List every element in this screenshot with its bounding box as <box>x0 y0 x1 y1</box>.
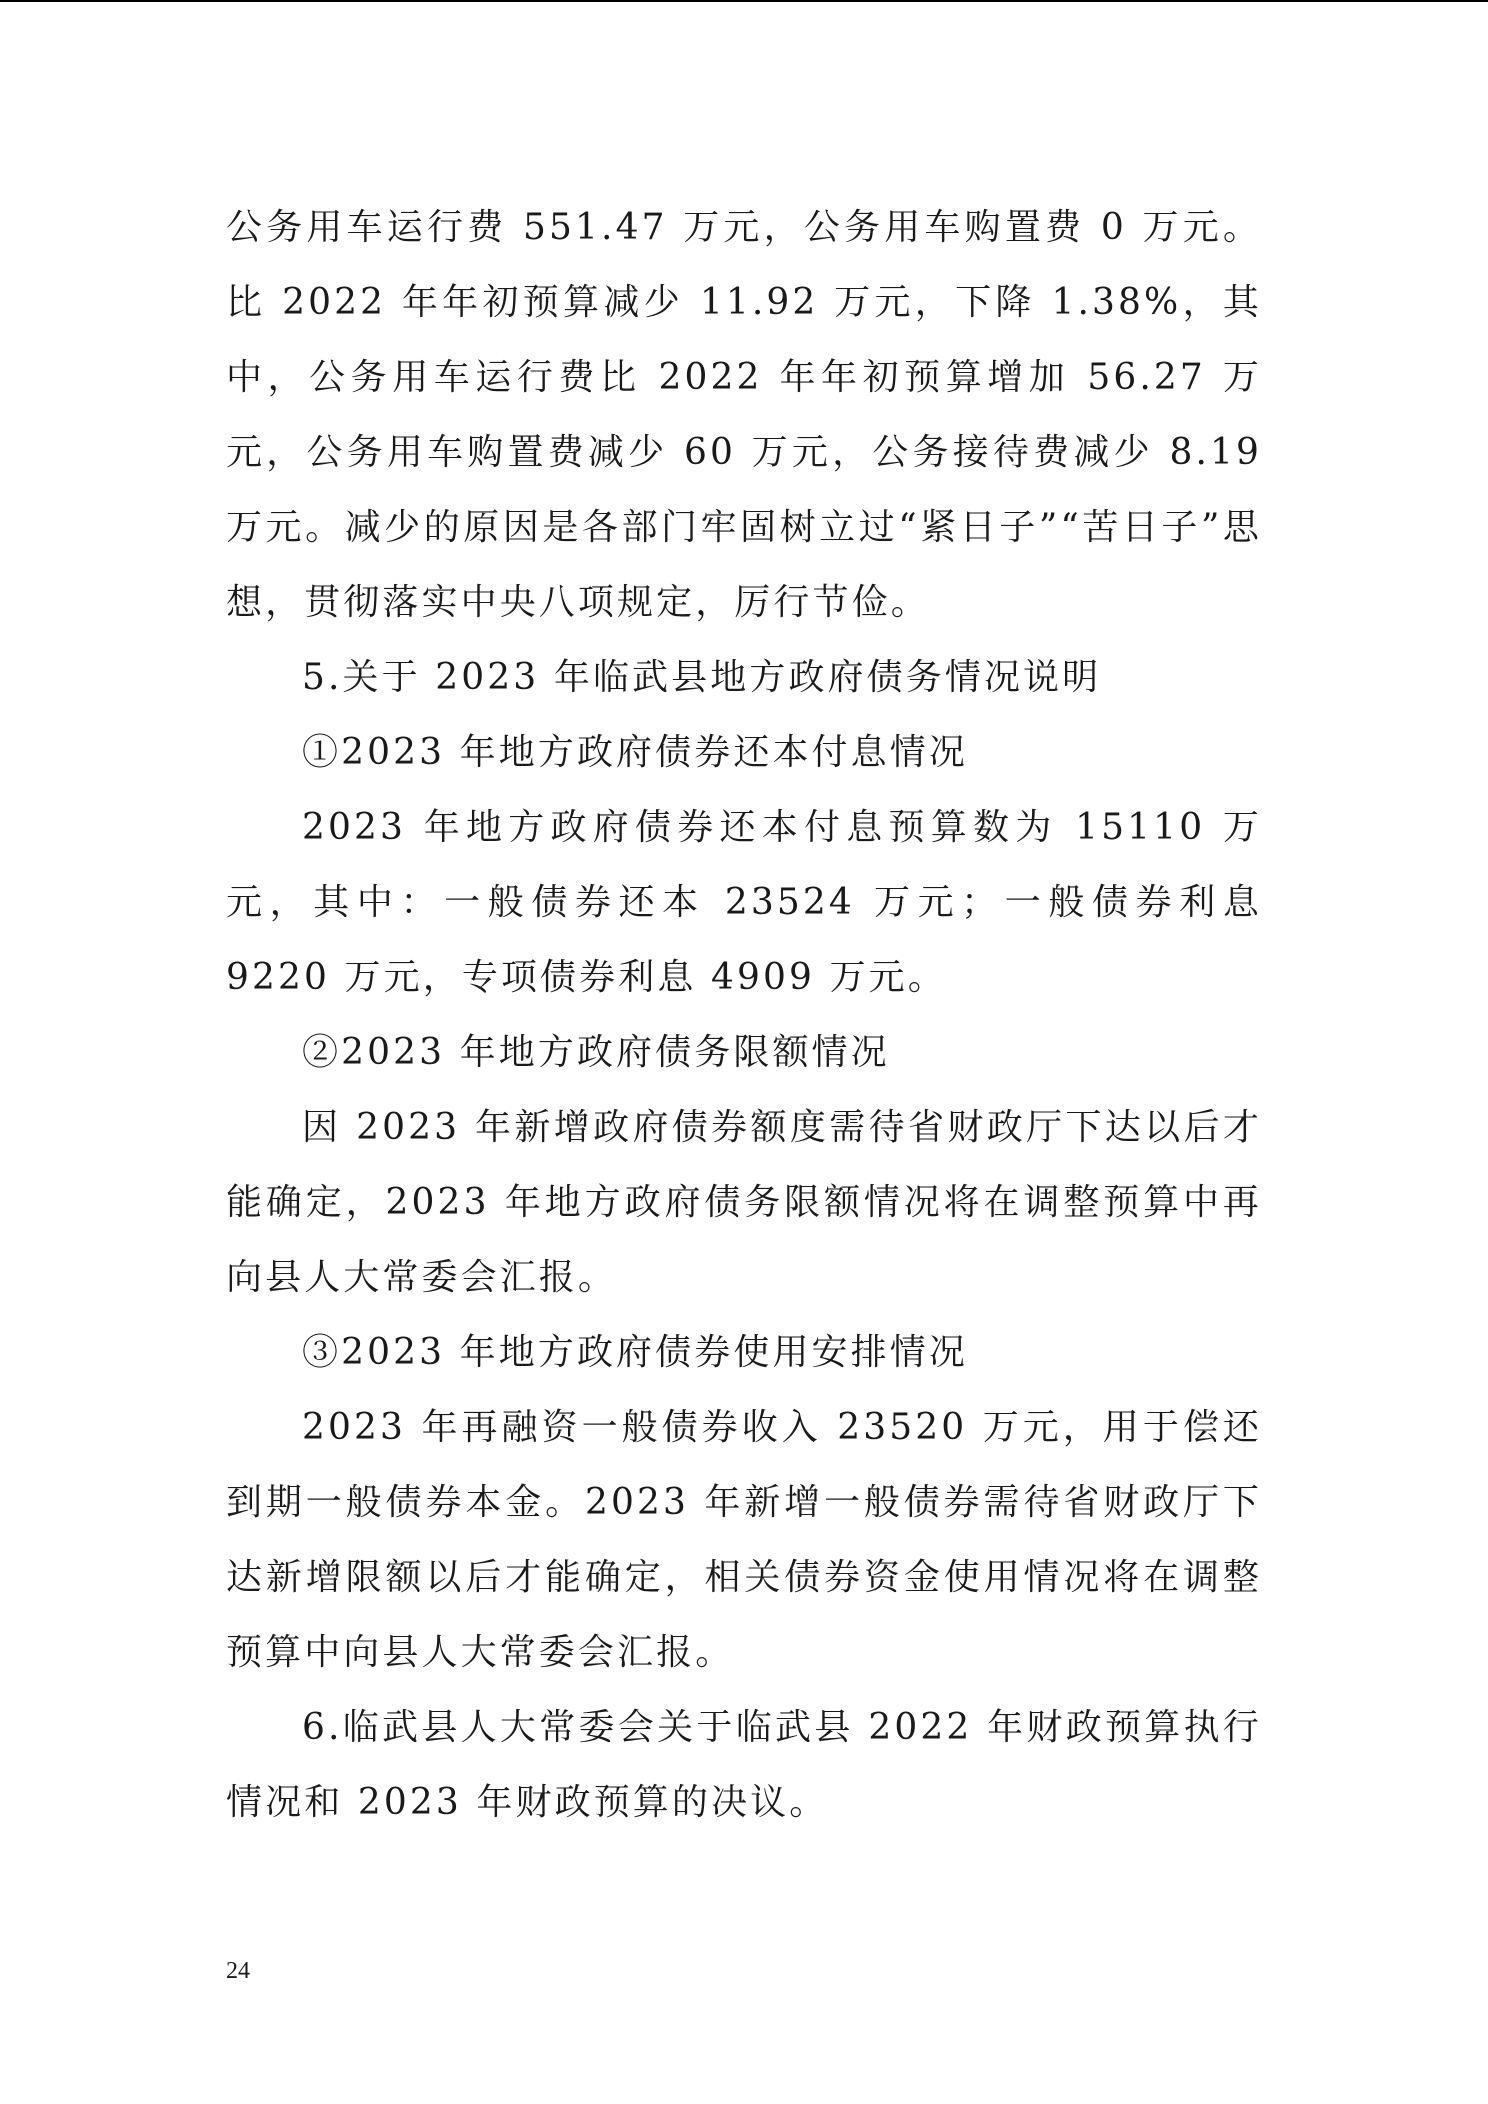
page-number: 24 <box>226 1958 250 1984</box>
paragraph-repayment: 2023 年地方政府债券还本付息预算数为 15110 万元，其中：一般债券还本 23524 万元；一般债券利息 9220 万元，专项债券利息 4909 万元。 <box>226 807 1262 998</box>
section-heading-resolution: 6.临武县人大常委会关于临武县 2022 年财政预算执行情况和 2023 年财政预算的决议。 <box>226 1707 1262 1823</box>
subheading-bond-usage: ③2023 年地方政府债券使用安排情况 <box>302 1332 968 1373</box>
top-border-line <box>0 0 1488 2</box>
document-body <box>226 190 1262 1840</box>
subheading-debt-limit: ②2023 年地方政府债务限额情况 <box>302 1032 890 1073</box>
paragraph-bond-usage: 2023 年再融资一般债券收入 23520 万元，用于偿还到期一般债券本金。2023 年新增一般债券需待省财政厅下达新增限额以后才能确定，相关债券资金使用情况将在调整预算中向县人大常委会汇报。 <box>226 1407 1262 1673</box>
paragraph-debt-limit: 因 2023 年新增政府债券额度需待省财政厅下达以后才能确定，2023 年地方政府债务限额情况将在调整预算中再向县人大常委会汇报。 <box>226 1107 1262 1298</box>
subheading-repayment: ①2023 年地方政府债券还本付息情况 <box>302 732 968 773</box>
paragraph-vehicle-expenses: 公务用车运行费 551.47 万元，公务用车购置费 0 万元。比 2022 年年初预算减少 11.92 万元，下降 1.38%，其中，公务用车运行费比 2022 年年初预算增加 56.27 万元，公务用车购置费减少 60 万元，公务接待费减少 8.19 万元。减少的原因是各部门牢固树立过“紧日子”“苦日子”思想，贯彻落实中央八项规定，厉行节俭。 <box>226 207 1262 623</box>
section-heading-debt: 5.关于 2023 年临武县地方政府债务情况说明 <box>302 657 1102 698</box>
